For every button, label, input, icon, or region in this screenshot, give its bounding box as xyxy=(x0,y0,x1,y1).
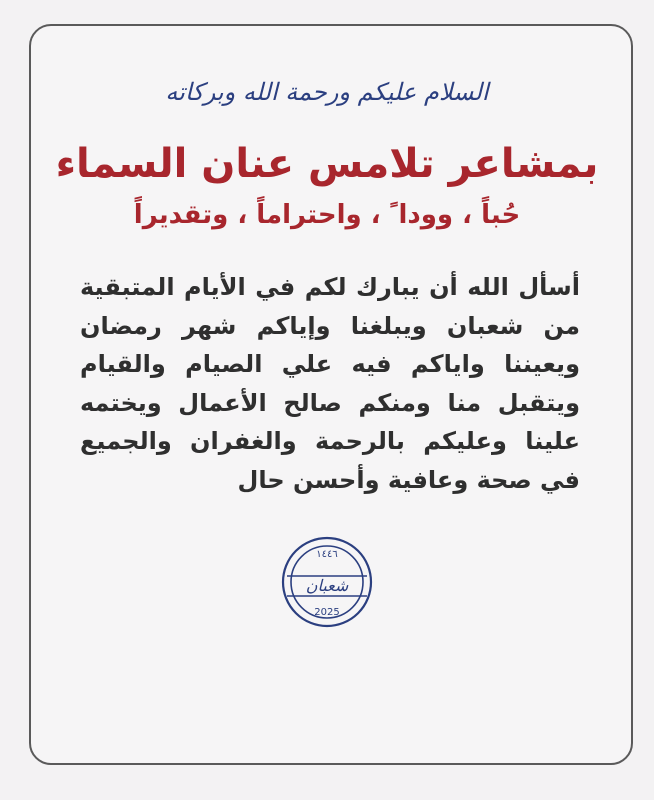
card-headline: بمشاعر تلامس عنان السماء xyxy=(55,141,599,187)
message-line: في صحة وعافية وأحسن حال xyxy=(237,465,580,494)
stamp-month: شعبان xyxy=(305,576,349,595)
message-line: من شعبان ويبلغنا وإياكم شهر رمضان xyxy=(80,311,580,340)
card-subline: حُباً ، وودا ً ، واحتراماً ، وتقديراً xyxy=(133,200,521,230)
message-line: ويتقبل منا ومنكم صالح الأعمال ويختمه xyxy=(80,388,580,417)
stamp-hijri-year: ١٤٤٦ xyxy=(316,549,338,560)
stamp-gregorian-year: 2025 xyxy=(314,607,340,618)
message-line: أسأل الله أن يبارك لكم في الأيام المتبقية xyxy=(80,273,580,301)
message-line: علينا وعليكم بالرحمة والغفران والجميع xyxy=(80,427,580,455)
shaban-stamp-icon xyxy=(279,534,375,630)
message-line: ويعيننا واياكم فيه علي الصيام والقيام xyxy=(80,350,580,378)
salam-greeting: السلام عليكم ورحمة الله وبركاته xyxy=(165,78,489,106)
card-message xyxy=(80,268,580,499)
